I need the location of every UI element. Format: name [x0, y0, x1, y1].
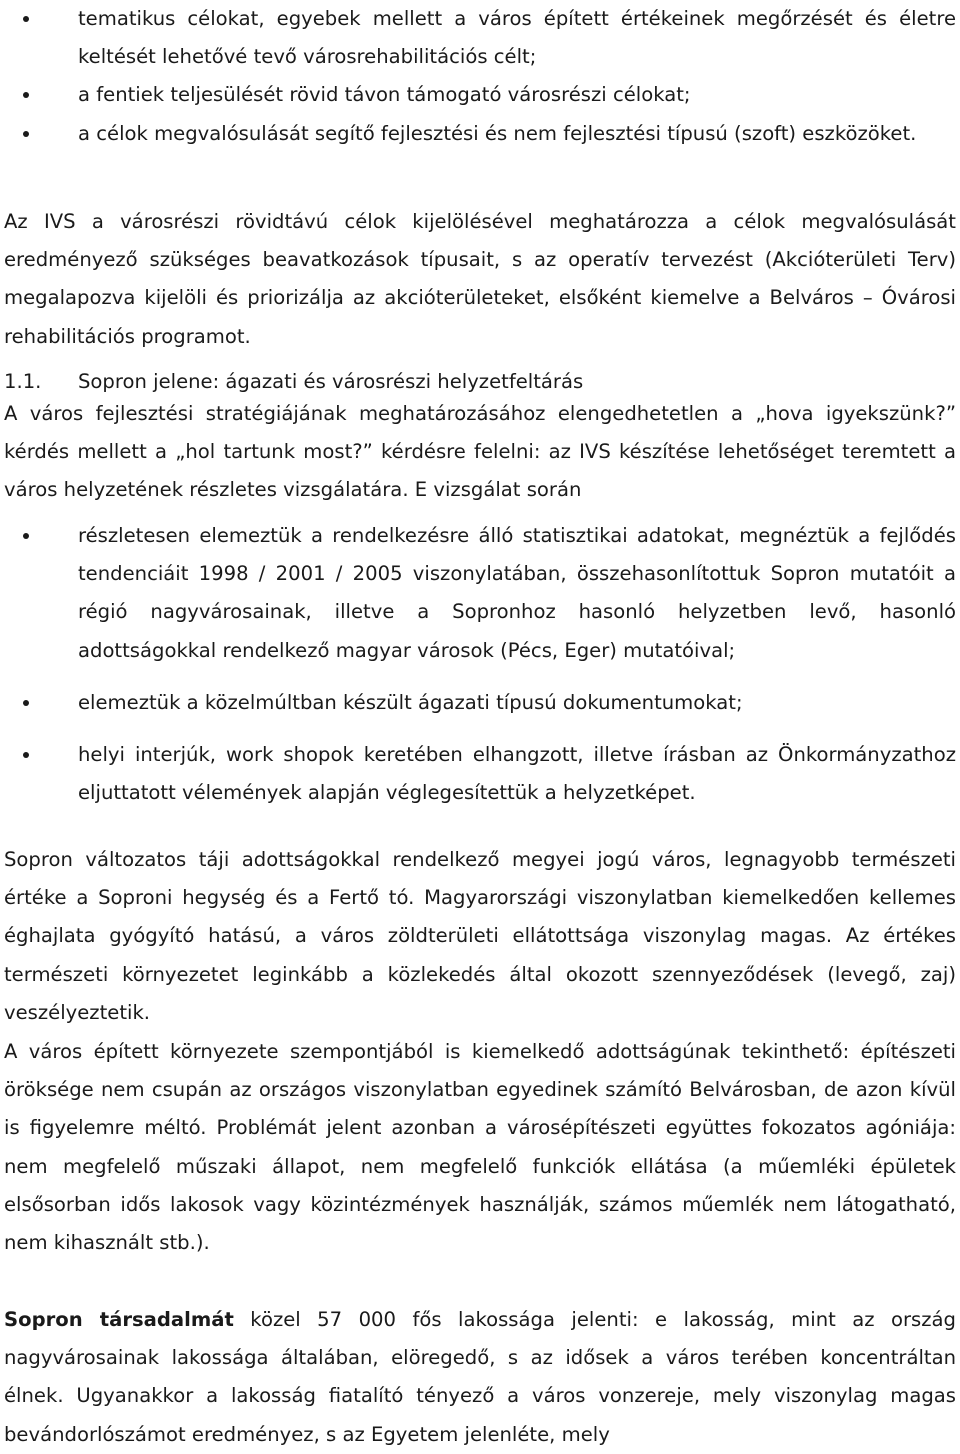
society-lead: Sopron társadalmát — [4, 1308, 234, 1331]
list-item: elemeztük a közelmúltban készült ágazati típusú dokumentumokat; — [4, 684, 956, 722]
paragraph-built-environment: A város épített környezete szempontjából is kiemelkedő adottságúnak tekinthető: építészeti öröksége nem csupán az országos viszonylatban egyedinek számító Belvárosban, de azon kívül is figyelemre méltó. Problémát jelent azonban a városépítészeti együttes fokozatos agóniája: nem megfelelő műszaki állapot, nem megfelelő funkciók ellátása (a műemléki épületek elsősorban idős lakosok vagy közintézmények használják, számos műemlék nem látogatható, nem kihasznált stb.). — [4, 1040, 956, 1255]
list-item: a célok megvalósulását segítő fejlesztési és nem fejlesztési típusú (szoft) eszközöket. — [4, 115, 956, 153]
goal-list — [4, 0, 956, 153]
society-text: közel 57 000 fős lakossága jelenti: e lakosság, mint az ország nagyvárosainak lakossága általában, elöregedő, s az idősek a város terében koncentráltan élnek. Ugyanakkor a lakosság fiatalító tényező a város vonzereje, mely viszonylag magas bevándorlószámot eredményez, s az Egyetem jelenléte, mely — [4, 1308, 956, 1446]
analysis-list — [4, 517, 956, 812]
paragraph-ivs: Az IVS a városrészi rövidtávú célok kijelölésével meghatározza a célok megvalósulását eredményező szükséges beavatkozások típusait, s az operatív tervezést (Akcióterületi Terv) megalapozva kijelöli és priorizálja az akcióterületeket, elsőként kiemelve a Belváros – Óvárosi rehabilitációs programot. — [4, 210, 956, 348]
list-item: részletesen elemeztük a rendelkezésre álló statisztikai adatokat, megnéztük a fejlődés tendenciáit 1998 / 2001 / 2005 viszonylatában, összehasonlítottuk Sopron mutatóit a régió nagyvárosainak, illetve a Sopronhoz hasonló helyzetben levő, hasonló adottságokkal rendelkező magyar városok (Pécs, Eger) mutatóival; — [4, 517, 956, 670]
list-item: a fentiek teljesülését rövid távon támogató városrészi célokat; — [4, 76, 956, 114]
list-item: helyi interjúk, work shopok keretében elhangzott, illetve írásban az Önkormányzathoz eljuttatott vélemények alapján véglegesítettük a helyzetképet. — [4, 736, 956, 812]
section-number: 1.1. — [4, 370, 42, 393]
paragraph-society — [4, 1301, 956, 1454]
list-item: tematikus célokat, egyebek mellett a város épített értékeinek megőrzését és életre keltését lehetővé tevő városrehabilitációs célt; — [4, 0, 956, 76]
paragraph-section: A város fejlesztési stratégiájának meghatározásához elengedhetetlen a „hova igyekszünk?” kérdés mellett a „hol tartunk most?” kérdésre felelni: az IVS készítése lehetőséget teremtett a város helyzetének részletes vizsgálatára. E vizsgálat során — [4, 402, 956, 502]
section-title: Sopron jelene: ágazati és városrészi helyzetfeltárás — [78, 370, 584, 393]
paragraph-nature: Sopron változatos táji adottságokkal rendelkező megyei jogú város, legnagyobb természeti értéke a Soproni hegység és a Fertő tó. Magyarországi viszonylatban kiemelkedően kellemes éghajlata gyógyító hatású, a város zöldterületi ellátottsága viszonylag magas. Az értékes természeti környezetet leginkább a közlekedés által okozott szennyeződések (levegő, zaj) veszélyeztetik. — [4, 848, 956, 1024]
